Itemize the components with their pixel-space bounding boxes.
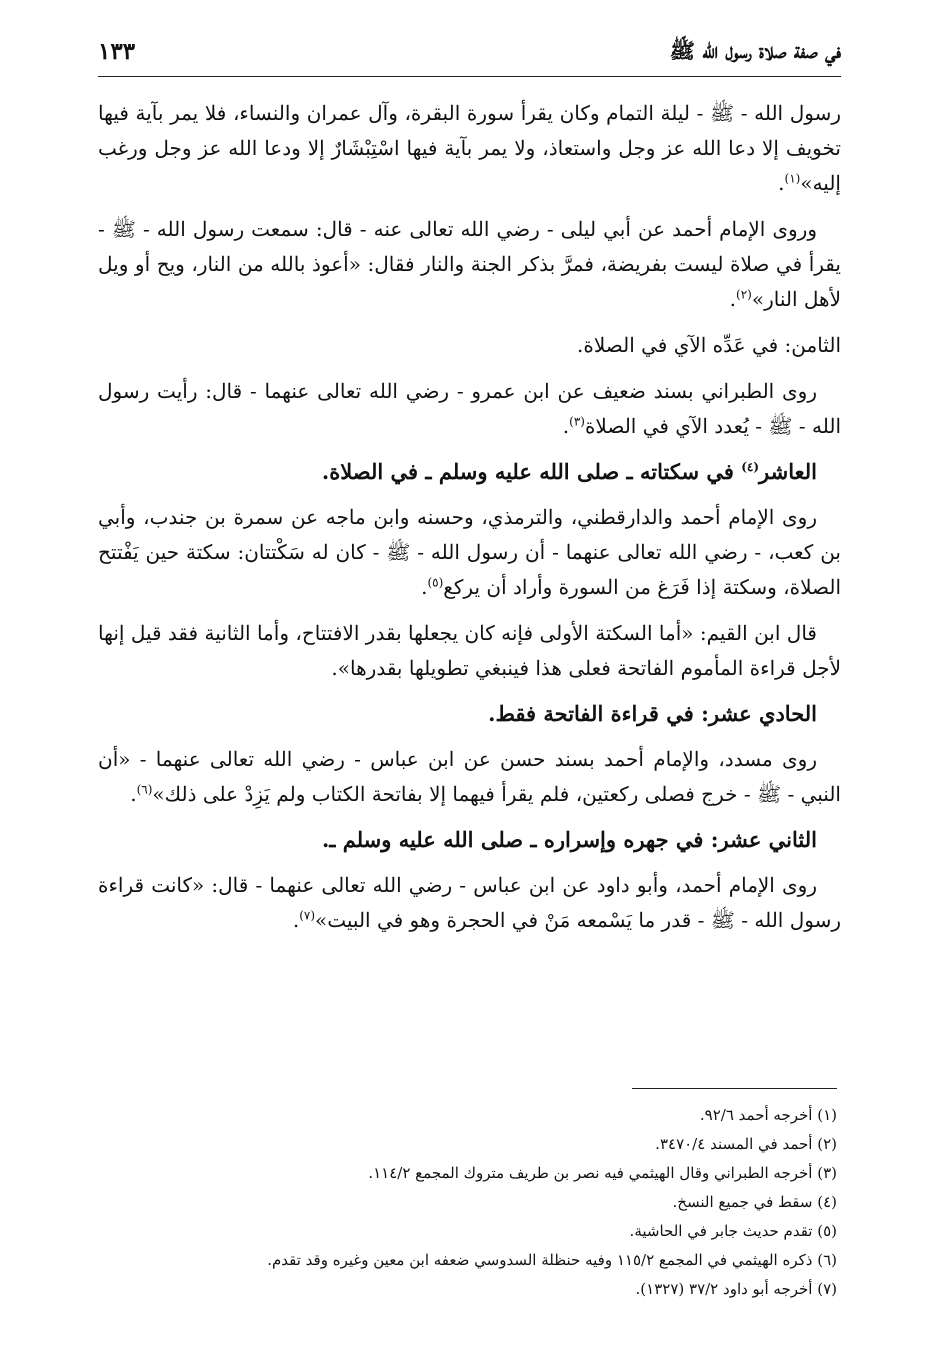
page-number: ١٣٣: [98, 38, 136, 65]
paragraph-4: روى الإمام أحمد والدارقطني، والترمذي، وحسنه وابن ماجه عن سمرة بن جندب، وأبي بن كعب، - رضي الله تعالى عنهما - أن رسول الله - ﷺ - كان له سَكْتتان: سكتة حين يَفْتتح الصلاة، وسكتة إذا فَرَغ من السورة وأراد أن يركع$^{(٥)}$.: [98, 505, 841, 599]
footnote-item: (٦) ذكره الهيثمي في المجمع ١١٥/٢ وفيه حنظلة السدوسي ضعفه ابن معين وغيره وقد تقدم.: [267, 1251, 837, 1269]
paragraph-5: قال ابن القيم: «أما السكتة الأولى فإنه كان يجعلها بقدر الافتتاح، وأما الثانية فقد قيل إنها لأجل قراءة المأموم الفاتحة فعلى هذا فينبغي تطويلها بقدرها».: [98, 621, 841, 680]
header-divider: [98, 76, 841, 77]
section-heading-11: الحادي عشر: في قراءة الفاتحة فقط.: [488, 701, 817, 726]
paragraph-text: روى الطبراني بسند ضعيف عن ابن عمرو - رضي الله تعالى عنهما - قال: رأيت رسول الله - ﷺ - يُعدد الآي في الصلاة: [98, 379, 841, 438]
footnote-ref-1: (١): [784, 171, 801, 186]
paragraph-3: روى الطبراني بسند ضعيف عن ابن عمرو - رضي الله تعالى عنهما - قال: رأيت رسول الله - ﷺ - يُعدد الآي في الصلاة$^{(٣)}$.: [98, 379, 841, 438]
paragraph-text: روى مسدد، والإمام أحمد بسند حسن عن ابن عباس - رضي الله تعالى عنهما - «أن النبي - ﷺ - خرج فصلى ركعتين، فلم يقرأ فيهما إلا بفاتحة الكتاب ولم يَزِدْ على ذلك»: [98, 747, 841, 806]
footnote-item: (٤) سقط في جميع النسخ.: [672, 1193, 837, 1211]
running-header: [98, 38, 841, 74]
footnote-ref-5: (٥): [427, 575, 444, 590]
heading-label: العاشر: [759, 459, 817, 484]
footnote-ref-3: (٣): [569, 414, 585, 429]
paragraph-text: روى الإمام أحمد والدارقطني، والترمذي، وحسنه وابن ماجه عن سمرة بن جندب، وأبي بن كعب، - رضي الله تعالى عنهما - أن رسول الله - ﷺ - كان له سَكْتتان: سكتة حين يَفْتتح الصلاة، وسكتة إذا فَرَغ من السورة وأراد أن يركع: [98, 505, 841, 599]
paragraph-text: وروى الإمام أحمد عن أبي ليلى - رضي الله تعالى عنه - قال: سمعت رسول الله - ﷺ - يقرأ في صلاة ليست بفريضة، فمرَّ بذكر الجنة والنار فقال: «أعوذ بالله من النار، ويح أو ويل لأهل النار»: [98, 217, 841, 311]
footnote-item: (٧) أخرجه أبو داود ٣٧/٢ (١٣٢٧).: [635, 1280, 837, 1298]
paragraph-1: رسول الله - ﷺ - ليلة التمام وكان يقرأ سورة البقرة، وآل عمران والنساء، فلا يمر بآية فيها تخويف إلا دعا الله عز وجل واستعاذ، ولا يمر بآية فيها اسْتِبْشَارٌ إلا ودعا الله عز وجل ورغب إليه»$^{(١)}$.: [98, 101, 841, 195]
footnote-ref-7: (٧): [299, 908, 316, 923]
paragraph-text: رسول الله - ﷺ - ليلة التمام وكان يقرأ سورة البقرة، وآل عمران والنساء، فلا يمر بآية فيها تخويف إلا دعا الله عز وجل واستعاذ، ولا يمر بآية فيها اسْتِبْشَارٌ إلا ودعا الله عز وجل ورغب إليه»: [98, 101, 841, 195]
heading-text: في سكتاته ـ صلى الله عليه وسلم ـ في الصلاة.: [321, 459, 742, 484]
footnote-ref-6: (٦): [136, 782, 153, 797]
paragraph-6: روى مسدد، والإمام أحمد بسند حسن عن ابن عباس - رضي الله تعالى عنهما - «أن النبي - ﷺ - خرج فصلى ركعتين، فلم يقرأ فيهما إلا بفاتحة الكتاب ولم يَزِدْ على ذلك»$^{(٦)}$.: [98, 747, 841, 806]
footnote-ref-2: (٢): [736, 287, 752, 302]
footnote-divider: [632, 1088, 837, 1089]
running-title: في صفة صلاة رسول الله ﷺ: [669, 38, 841, 63]
footnote-item: (٥) تقدم حديث جابر في الحاشية.: [629, 1222, 837, 1240]
footnote-item: (١) أخرجه أحمد ٩٢/٦.: [699, 1106, 837, 1124]
paragraph-2: وروى الإمام أحمد عن أبي ليلى - رضي الله تعالى عنه - قال: سمعت رسول الله - ﷺ - يقرأ في صلاة ليست بفريضة، فمرَّ بذكر الجنة والنار فقال: «أعوذ بالله من النار، ويح أو ويل لأهل النار»$^{(٢)}$.: [98, 217, 841, 311]
section-heading-10: [98, 454, 841, 489]
section-heading-8: الثامن: في عَدِّه الآي في الصلاة.: [577, 333, 841, 357]
main-text: [98, 96, 841, 938]
footnote-item: (٢) أحمد في المسند ٣٤٧٠/٤.: [655, 1135, 837, 1153]
footnote-item: (٣) أخرجه الطبراني وقال الهيثمي فيه نصر بن طريف متروك المجمع ١١٤/٢.: [368, 1164, 837, 1182]
footnote-ref-4: (٤): [741, 460, 760, 474]
footnotes: [140, 1101, 837, 1304]
section-heading-12: الثاني عشر: في جهره وإسراره ـ صلى الله عليه وسلم ـ.: [321, 827, 817, 852]
paragraph-7: روى الإمام أحمد، وأبو داود عن ابن عباس - رضي الله تعالى عنهما - قال: «كانت قراءة رسول الله - ﷺ - قدر ما يَسْمعه مَنْ في الحجرة وهو في البيت»$^{(٧)}$.: [98, 873, 841, 932]
paragraph-text: روى الإمام أحمد، وأبو داود عن ابن عباس - رضي الله تعالى عنهما - قال: «كانت قراءة رسول الله - ﷺ - قدر ما يَسْمعه مَنْ في الحجرة وهو في البيت»: [98, 873, 841, 932]
